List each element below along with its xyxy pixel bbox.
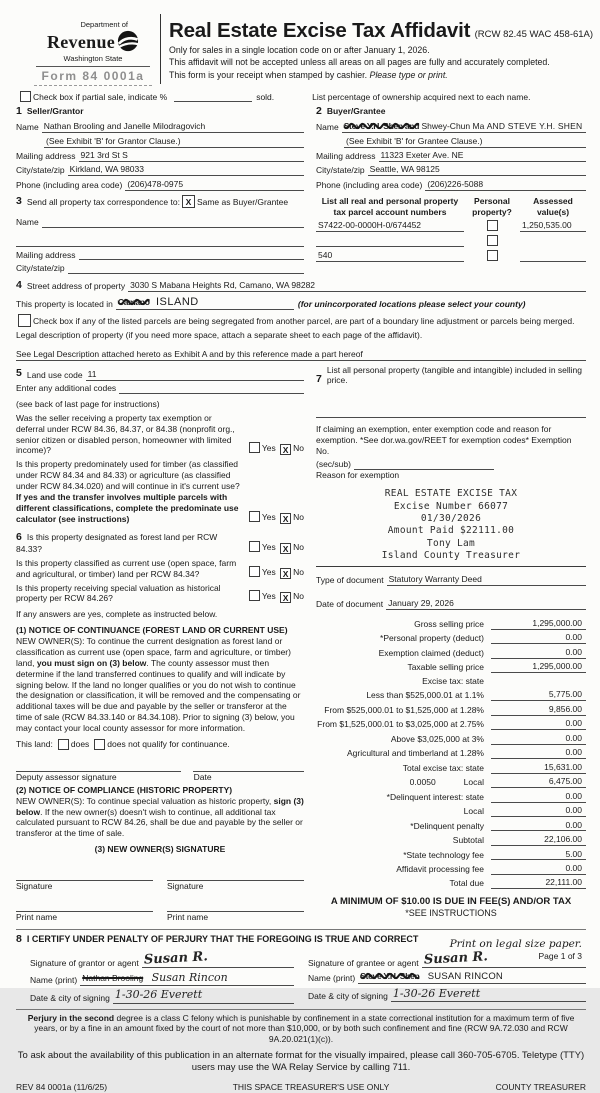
certify-statement: I CERTIFY UNDER PENALTY OF PERJURY THAT THE FOREGOING IS TRUE AND CORRECT [26, 933, 419, 944]
parcel-number-field[interactable]: S7422-00-0000H-0/674452 [316, 220, 464, 232]
form-number: Form 84 0001a [34, 69, 152, 86]
buyer-csz-field[interactable]: Seattle, WA 98125 [368, 164, 586, 176]
buyer-mailing-field[interactable]: 11323 Exeter Ave. NE [379, 150, 586, 162]
personal-property-deduct[interactable]: 0.00 [491, 632, 586, 644]
partial-sale-label: Check box if partial sale, indicate % [33, 91, 168, 102]
header-divider [160, 14, 161, 84]
historic-yes-checkbox[interactable] [249, 590, 260, 601]
dept-of-label: Department of [80, 20, 128, 29]
tier3-tax[interactable]: 0.00 [491, 718, 586, 730]
rev-form-number: REV 84 0001a (11/6/25) [16, 1082, 108, 1093]
buyer-heading: Buyer/Grantee [326, 106, 386, 117]
personal-property-checkbox[interactable] [487, 235, 498, 246]
header-note-3: This form is your receipt when stamped by cashier. Please type or print. [169, 69, 448, 80]
parcel-row [316, 220, 586, 232]
parcel-row [316, 250, 586, 262]
technology-fee[interactable]: 5.00 [491, 849, 586, 861]
street-address-field[interactable]: 3030 S Mabana Heights Rd, Camano, WA 98282 [128, 280, 586, 292]
local-tax[interactable]: 6,475.00 [491, 776, 586, 788]
total-due[interactable]: 22,111.00 [491, 877, 586, 889]
print-note: Print on legal size paper. Page 1 of 3 [449, 937, 582, 962]
header [32, 8, 594, 86]
agricultural-tax[interactable]: 0.00 [491, 747, 586, 759]
notice-continuance-text: NEW OWNER(S): To continue the current designation as forest land or classification as current use (open space, farm and agriculture, or timber) land, you must sign on (3) below. The county assessor must then determine if the land transferred continues to qualify and will indicate by signing below. If the land no longer qualifies or you do not wish to continue the designation or classification, it will be removed and the compensating or additional taxes will be due and payable by the seller or transferor at the time of sale (RCW 84.33.140 or 84.34.108). Prior to signing (3) below, you may contact your local county assessor for more information. [16, 636, 301, 734]
legal-description-label: Legal description of property (if you need more space, attach a separate sheet to each page of the affidavit). [16, 329, 423, 340]
partial-sale-percent-input[interactable] [174, 101, 252, 102]
assessed-value-field[interactable] [520, 252, 586, 262]
subtotal[interactable]: 22,106.00 [491, 834, 586, 846]
accessibility-note: To ask about the availability of this publication in an alternate format for the visually impaired, please call 360-705-6705. Teletype (TTY) users may use the WA Relay Service by calling 711. [17, 1050, 585, 1074]
sold-label: sold. [256, 91, 275, 102]
deputy-date-label: Date [193, 771, 212, 782]
located-in-field[interactable] [116, 295, 294, 310]
new-owner-signature-input-1[interactable] [16, 871, 153, 881]
revenue-wordmark: Revenue [46, 31, 116, 52]
new-owners-signature-title: (3) NEW OWNER(S) SIGNATURE [94, 844, 226, 855]
see-instructions-note: *SEE INSTRUCTIONS [405, 908, 497, 919]
current-use-no-checkbox[interactable]: X [280, 568, 291, 579]
deputy-date-input[interactable] [193, 762, 304, 772]
forest-land-section: 6 Is this property designated as forest land per RCW 84.33? Yes X No [16, 530, 304, 554]
exemption-instructions: If claiming an exemption, enter exemption code and reason for exemption. *See dor.wa.gov/REET for exemption codes* Exemption No. [316, 424, 572, 457]
land-does-not-checkbox[interactable] [94, 739, 105, 750]
exemption-no-checkbox[interactable]: X [280, 444, 291, 455]
partial-sale-checkbox[interactable] [20, 91, 31, 102]
unincorporated-note: (for unincorporated locations please select your county) [297, 298, 526, 309]
grantee-print-name-field[interactable]: Steve Y.H. Shen SUSAN RINCON [358, 971, 586, 984]
grantee-signature-field[interactable]: Susan R. [422, 951, 586, 969]
exemption-claimed-deduct[interactable]: 0.00 [491, 647, 586, 659]
type-or-print-note: Please type or print. [369, 69, 448, 80]
segregated-label: Check box if any of the listed parcels are being segregated from another parcel, are part of a boundary line adjustment or parcels being merged. [33, 315, 575, 326]
current-use-question: Is this property classified as current use (open space, farm and agricultural, or timber) land per RCW 84.34? [16, 557, 237, 579]
dor-logo [32, 8, 154, 86]
delinquent-interest-local[interactable]: 0.00 [491, 805, 586, 817]
parcel-number-field[interactable] [316, 237, 464, 247]
processing-fee[interactable]: 0.00 [491, 863, 586, 875]
certification-section: 8 I CERTIFY UNDER PENALTY OF PERJURY THAT THE FOREGOING IS TRUE AND CORRECT Signature of grantor or agent Susan R. Name (print) Nathan Brooling Susan Rincon Date & city of signing 1-30-26 Everett Signature of grantee or agent Susan R. Name (print) Steve Y.H. Shen SUSAN RINCON Date & city of signing 1-30-26 Everett [16, 929, 586, 1004]
delinquent-interest-state[interactable]: 0.00 [491, 791, 586, 803]
tier4-tax[interactable]: 0.00 [491, 733, 586, 745]
timber-question: Is this property predominately used for timber (as classified under RCW 84.34 and 84.33) or agriculture (as classified under RCW 84.34.020) and will continue in it's current use? If yes and the transfer involves multiple parcels with different classifications, complete the predominate use calculator (see instructions) [16, 459, 240, 524]
parcel-table: List all real and personal property tax parcel account numbers Personal property? Assessed value(s) S7422-00-0000H-0/674452 1,250,535.00 540 [316, 196, 586, 274]
delinquent-penalty[interactable]: 0.00 [491, 820, 586, 832]
notice-compliance-title: (2) NOTICE OF COMPLIANCE (HISTORIC PROPERTY) [16, 784, 233, 795]
land-use-code-field[interactable]: 11 [86, 369, 304, 381]
notice-compliance-text: NEW OWNER(S): To continue special valuation as historic property, sign (3) below. If the new owner(s) doesn't wish to continue, all additional tax calculated pursuant to RCW 84.26, shall be due and payable by the seller or transferor at the time of sale. [16, 795, 304, 839]
seller-section: 1 Seller/Grantor Name Nathan Brooling and Janelle Milodragovich (See Exhibit 'B' for Grantor Clause.) Mailing address 921 3rd St S City/state/zip Kirkland, WA 98033 Phone (including area code) (206)478-0975 [16, 105, 304, 190]
grantor-date-city-field[interactable]: 1-30-26 Everett [113, 988, 294, 1003]
correspondence-mailing-input[interactable] [79, 250, 304, 260]
reason-for-exemption-label: Reason for exemption [316, 470, 400, 481]
ownership-note: List percentage of ownership acquired next to each name. [312, 91, 531, 102]
exemption-question: Was the seller receiving a property tax exemption or deferral under RCW 84.36, 84.37, or 84.38 (nonprofit org., senior citizen or disabled person, homeowner with limited income)? [16, 412, 235, 456]
grantor-signature-field[interactable]: Susan R. [142, 951, 294, 969]
tier2-tax[interactable]: 9,856.00 [491, 704, 586, 716]
land-does-checkbox[interactable] [58, 739, 69, 750]
buyer-name-added: AND STEVE Y.H. SHEN [486, 121, 583, 132]
notice-continuance-title: (1) NOTICE OF CONTINUANCE (FOREST LAND OR CURRENT USE) [16, 625, 288, 636]
header-note-2: This affidavit will not be accepted unless all areas on all pages are fully and accurately completed. [169, 57, 550, 68]
total-excise-state[interactable]: 15,631.00 [491, 762, 586, 774]
timber-no-checkbox[interactable]: X [280, 513, 291, 524]
exemption-yes-checkbox[interactable] [249, 442, 260, 453]
seller-exhibit-note: (See Exhibit 'B' for Grantor Clause.) [44, 136, 304, 148]
assessed-value-field[interactable]: 1,250,535.00 [520, 220, 586, 232]
located-county: ISLAND [155, 295, 199, 308]
historic-no-checkbox[interactable]: X [280, 592, 291, 603]
seller-mailing-field[interactable]: 921 3rd St S [79, 150, 304, 162]
buyer-name-struck: Steve Y.H. Shen and [343, 121, 420, 132]
correspondence-csz-input[interactable] [68, 264, 304, 274]
parcel-number-field[interactable]: 540 [316, 250, 464, 262]
new-owner-print-input-1[interactable] [16, 902, 153, 912]
parcel-row [316, 235, 586, 247]
seller-name-field[interactable]: Nathan Brooling and Janelle Milodragovich [42, 121, 304, 133]
segregated-checkbox[interactable] [18, 314, 31, 327]
perjury-note: Perjury in the second degree is a class C felony which is punishable by confinement in a state correctional institution for a maximum term of five years, or by a fine in an amount fixed by the court of not more than $10,000, or by both such confinement and fine (RCW 9A.72.030 and RCW 9A.20.021(1)(c)). [16, 1009, 586, 1046]
tax-correspondence-section: 3 Send all property tax correspondence to: X Same as Buyer/Grantee Name Mailing address City/state/zip [16, 195, 304, 274]
timber-yes-checkbox[interactable] [249, 511, 260, 522]
rcw-reference: (RCW 82.45 WAC 458-61A) [474, 29, 594, 40]
affidavit-page: Department of Revenue Washington State Form 84 0001a Real Estate Excise Tax Affidavit (RCW 82.45 WAC 458-61A) Only for sales in a single location code on or after January 1, 2026. This affidavit will not be accepted unless all areas on all pages are fully and accurately completed. This form is your receipt when stamped by cashier. Please type or print. Check box if partial sale, indicate % sold. List percentage of ownership acquired next to each name. 1 Seller/Grantor Name Nathan Brooling and Janelle Milodragovich (See Exhibit 'B' for Grantor Clause.) Mailing address 921 3rd St S City/state/zip Kirkland, WA 98033 Phone (including area code) (206)478-0975 2 Buyer/Grantee Name Steve Y.H. Shen and Shwey-Chun Ma AND STEVE Y.H. SHEN (See Exhibit 'B' for Grantee Clause.) Mailing address 11323 Exeter Ave. NE City/state/zip Seattle, WA 98125 Phone (including area code) (206)226-5088 3 Send all property tax correspondence to: X Same as Buyer/Grantee Name Mailing address City/state/zip List all real and personal property tax parcel account numbers Personal property? Assessed value(s) S7422-00-0000H-0/674452 1,250,535.00 540 4 Street address of property 3030 S Mabana Heights Rd, Camano, WA 98282 This property is located in Camano ISLAND (for unincorporated locations please select your county) Check box if any of the listed parcels are being segregated from another parcel, are part of a boundary line adjustment or parcels being merged. Legal description of property (if you need more space, attach a separate sheet to each page of the affidavit). See Legal Description attached hereto as Exhibit A and by this reference made a part hereof 5 Land use code 11 Enter any additional codes (see back of last page for instructions) Was the seller receiving a property tax exemption or deferral under RCW 84.36, 84.37, or 84.38 (nonprofit org., senior citizen or disabled person, homeowner with limited income)? Yes X No Is this property predominately used for timber (as classified under RCW 84.34 and 84.33) or agriculture (as classified under RCW 84.34.020) and will continue in it's current use? If yes and the transfer involves multiple parcels with different classifications, complete the predominate use calculator (see instructions) Yes X No 6 Is this property designated as forest land per RCW 84.33? Yes X No Is this property classified as current use (open space, farm and agricultural, or timber) land per RCW 84.34? Yes X No Is this property receiving special valuation as historical property per RCW 84.26? Yes X No If any answers are yes, complete as instructed below. (1) NOTICE OF CONTINUANCE (FOREST LAND OR CURRENT USE) NEW OWNER(S): To continue the current designation as forest land or classification as current use (open space, farm and agriculture, or timber) land, you must sign on (3) below. The county assessor must then determine if the land transferred continues to qualify and will indicate by signing below. If the land no longer qualifies or you do not wish to continue the designation or classification, it will be removed and the compensating or additional taxes will be due and payable by the seller or transferor at the time of sale (RCW 84.33.140 or 84.34.108). Prior to signing (3) below, you may contact your local county assessor for more information. This land: does does not qualify for continuance. Deputy assessor signature Date (2) NOTICE OF COMPLIANCE (HISTORIC PROPERTY) NEW OWNER(S): To continue special valuation as historic property, sign (3) below. If the new owner(s) doesn't wish to continue, all additional tax calculated pursuant to RCW 84.26, shall be due and payable by the seller or transferor at the time of sale. (3) NEW OWNER(S) SIGNATURE Signature Signature Print name Print name 7 List all personal property (tangible and intangible) included in selling price. If claiming an exemption, enter exemption code and reason for exemption. *See dor.wa.gov/REET for exemption codes* Exemption No. (sec/sub) Reason for exemption REAL ESTATE EXCISE TAX Excise Number 66077 01/30/2026 Amount Paid $22111.00 Tony Lam Island County Treasurer Type of document Statutory Warranty Deed Date of document January 29, 2026 Gross selling price 1,295,000.00 *Personal property (deduct) 0.00 Exemption claimed (deduct) 0.00 Taxable selling price 1,295,000.00 Excise tax: state Less than $525,000.01 at 1.1% 5,775.00 From $525,000.01 to $1,525,000 at 1.28% 9,856.00 From $1,525,000.01 to $3,025,000 at 2.75% 0.00 Above $3,025,000 at 3% 0.00 Agricultural and timberland at 1.28% 0.00 Total excise tax: state 15,631.00 0.0050 Local 6,475.00 *Delinquent interest: state 0.00 Local 0.00 *Delinquent penalty 0.00 Subtotal 22,106.00 *State technology fee 5.00 Affidavit processing fee 0.00 Total due 22,111.00 A MINIMUM OF $10.00 IS DUE IN FEE(S) AND/OR TAX *SEE INSTRUCTIONS 8 I CERTIFY UNDER PENALTY OF PERJURY THAT THE FOREGOING IS TRUE AND CORRECT Signature of grantor or agent Susan R. Name (print) Nathan Brooling Susan Rincon Date & city of signing 1-30-26 Everett Signature of grantee or agent Susan R. Name (print) Steve Y.H. Shen SUSAN RINCON Date & city of signing 1-30-26 Everett Perjury in the second degree is a class C felony which is punishable by confinement in a state correctional institution for a maximum term of five years, or by a fine in an amount fixed by the court of not more than $10,000, or by both such confinement and fine (RCW 9A.72.030 and RCW 9A.20.021(1)(c)). To ask about the availability of this publication in an alternate format for the visually impaired, please call 360-705-6705. Teletype (TTY) users may use the WA Relay Service by calling 711. REV 84 0001a (11/6/25) THIS SPACE TREASURER'S USE ONLY COUNTY TREASURER Print on legal size paper. Page 1 of 3 [0, 0, 600, 988]
county-treasurer-label: COUNTY TREASURER [495, 1082, 586, 1093]
taxable-selling-price[interactable]: 1,295,000.00 [491, 661, 586, 673]
historic-question: Is this property receiving special valuation as historical property per RCW 84.26? [16, 582, 221, 604]
personal-property-checkbox[interactable] [487, 250, 498, 261]
footer-row [16, 1082, 586, 1093]
gross-selling-price[interactable]: 1,295,000.00 [491, 618, 586, 630]
forest-question: Is this property designated as forest land per RCW 84.33? [16, 531, 218, 554]
same-as-buyer-label: Same as Buyer/Grantee [196, 197, 289, 208]
seller-heading: Seller/Grantor [26, 106, 84, 117]
forest-no-checkbox[interactable]: X [280, 543, 291, 554]
correspondence-label: Send all property tax correspondence to: [26, 197, 180, 208]
tier1-tax[interactable]: 5,775.00 [491, 689, 586, 701]
correspondence-name2-input[interactable] [16, 237, 304, 247]
header-note-1: Only for sales in a single location code on or after January 1, 2026. [169, 45, 430, 56]
treasurer-use-only-label: THIS SPACE TREASURER'S USE ONLY [232, 1082, 390, 1093]
grantee-date-city-field[interactable]: 1-30-26 Everett [391, 987, 586, 1002]
buyer-section: 2 Buyer/Grantee Name Steve Y.H. Shen and Shwey-Chun Ma AND STEVE Y.H. SHEN (See Exhibit 'B' for Grantee Clause.) Mailing address 11323 Exeter Ave. NE City/state/zip Seattle, WA 98125 Phone (including area code) (206)226-5088 [316, 105, 586, 190]
grantor-print-name-field[interactable]: Nathan Brooling Susan Rincon [80, 971, 294, 986]
property-location-section: 4 Street address of property 3030 S Mabana Heights Rd, Camano, WA 98282 This property is located in Camano ISLAND (for unincorporated locations please select your county) Check box if any of the listed parcels are being segregated from another parcel, are part of a boundary line adjustment or parcels being merged. Legal description of property (if you need more space, attach a separate sheet to each page of the affidavit). See Legal Description attached hereto as Exhibit A and by this reference made a part hereof [16, 279, 586, 361]
document-date-field[interactable]: January 29, 2026 [386, 598, 586, 610]
legal-description-field[interactable]: See Legal Description attached hereto as Exhibit A and by this reference made a part hereof [16, 349, 586, 361]
tax-computation-table: Gross selling price 1,295,000.00 *Personal property (deduct) 0.00 Exemption claimed (deduct) 0.00 Taxable selling price 1,295,000.00 Excise tax: state Less than $525,000.01 at 1.1% 5,775.00 From $525,000.01 to $1,525,000 at 1.28% 9,856.00 From $1,525,000.01 to $3,025,000 at 2.75% 0.00 Above $3,025,000 at 3% 0.00 Agricultural and timberland at 1.28% 0.00 Total excise tax: state 15,631.00 0.0050 Local 6,475.00 *Delinquent interest: state 0.00 Local 0.00 *Delinquent penalty 0.00 Subtotal 22,106.00 *State technology fee 5.00 Affidavit processing fee 0.00 Total due 22,111.00 [316, 618, 586, 889]
exemption-number-input[interactable] [354, 460, 494, 470]
personal-property-intro: List all personal property (tangible and intangible) included in selling price. [326, 364, 583, 386]
deputy-signature-label: Deputy assessor signature [16, 771, 117, 782]
land-use-section: 5 Land use code 11 [16, 367, 304, 380]
personal-property-input[interactable] [316, 408, 586, 418]
located-struck: Camano [117, 296, 150, 307]
new-owner-signature-input-2[interactable] [167, 871, 304, 881]
back-note: (see back of last page for instructions) [16, 398, 160, 409]
page-title: Real Estate Excise Tax Affidavit [169, 19, 471, 42]
buyer-name-field[interactable]: Steve Y.H. Shen and Shwey-Chun Ma AND STEVE Y.H. SHEN [342, 121, 586, 133]
seller-csz-field[interactable]: Kirkland, WA 98033 [68, 164, 304, 176]
buyer-exhibit-note: (See Exhibit 'B' for Grantee Clause.) [344, 136, 586, 148]
if-yes-note: If any answers are yes, complete as instructed below. [16, 609, 218, 620]
document-type-field[interactable]: Statutory Warranty Deed [387, 574, 586, 586]
stamp-divider [316, 566, 586, 567]
washington-state-label: Washington State [36, 54, 150, 67]
page-indicator: Page 1 of 3 [538, 951, 582, 962]
this-land-label: This land: [16, 739, 53, 750]
minimum-fee-note: A MINIMUM OF $10.00 IS DUE IN FEE(S) AND/OR TAX [330, 896, 572, 908]
additional-codes-input[interactable] [119, 384, 304, 394]
dor-swirl-icon [117, 30, 139, 55]
current-use-yes-checkbox[interactable] [249, 566, 260, 577]
deputy-assessor-signature-input[interactable] [16, 762, 181, 772]
correspondence-name-input[interactable] [42, 218, 304, 228]
forest-yes-checkbox[interactable] [249, 541, 260, 552]
treasurer-stamp: REAL ESTATE EXCISE TAX Excise Number 66077 01/30/2026 Amount Paid $22111.00 Tony Lam Island County Treasurer [381, 488, 521, 561]
new-owner-print-input-2[interactable] [167, 902, 304, 912]
same-as-buyer-checkbox[interactable]: X [182, 195, 195, 208]
seller-phone-field[interactable]: (206)478-0975 [125, 179, 304, 191]
buyer-phone-field[interactable]: (206)226-5088 [425, 179, 586, 191]
personal-property-checkbox[interactable] [487, 220, 498, 231]
